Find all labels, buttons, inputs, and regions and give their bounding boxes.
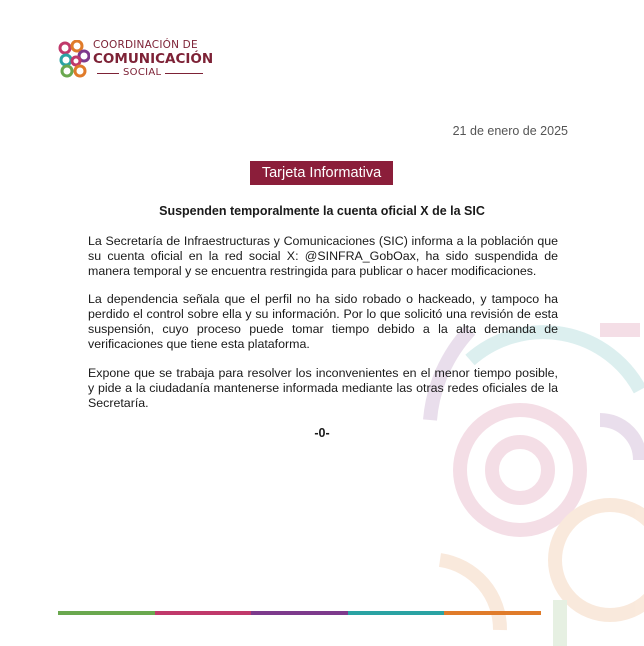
end-mark: -0-	[314, 426, 330, 440]
footer-stripe	[444, 611, 541, 615]
paragraph-1: La Secretaría de Infraestructuras y Comunicaciones (SIC) informa a la población que su cuenta oficial en la red social X: @SINFRA_GobOax, ha sido suspendida de manera temporal y se encuentra restringida para publicar o hacer modificaciones.	[88, 234, 558, 278]
footer-color-bar	[58, 611, 541, 615]
footer-stripe	[348, 611, 445, 615]
headline: Suspenden temporalmente la cuenta oficial X de la SIC	[159, 204, 485, 218]
logo-line-3-text: SOCIAL	[123, 67, 162, 78]
paragraph-3: Expone que se trabaja para resolver los inconvenientes en el menor tiempo posible, y pide a la ciudadanía mantenerse informada mediante las otras redes oficiales de la Secretaría.	[88, 366, 558, 410]
document-type-badge: Tarjeta Informativa	[250, 161, 393, 185]
logo-line-1: COORDINACIÓN DE	[93, 39, 198, 51]
logo-line-2: COMUNICACIÓN	[93, 50, 214, 67]
logo-emblem-icon	[58, 40, 90, 78]
footer-stripe	[58, 611, 155, 615]
paragraph-2: La dependencia señala que el perfil no ha sido robado o hackeado, y tampoco ha perdido el control sobre ella y su información. Por lo que solicitó una revisión de esta suspensión, cuyo proceso puede tomar tiempo debido a la alta demanda de verificaciones que tiene esta plataforma.	[88, 292, 558, 351]
footer-stripe	[251, 611, 348, 615]
footer-stripe	[155, 611, 252, 615]
logo-line-3	[93, 68, 213, 78]
document-date: 21 de enero de 2025	[452, 124, 568, 138]
header-logo	[58, 40, 213, 78]
